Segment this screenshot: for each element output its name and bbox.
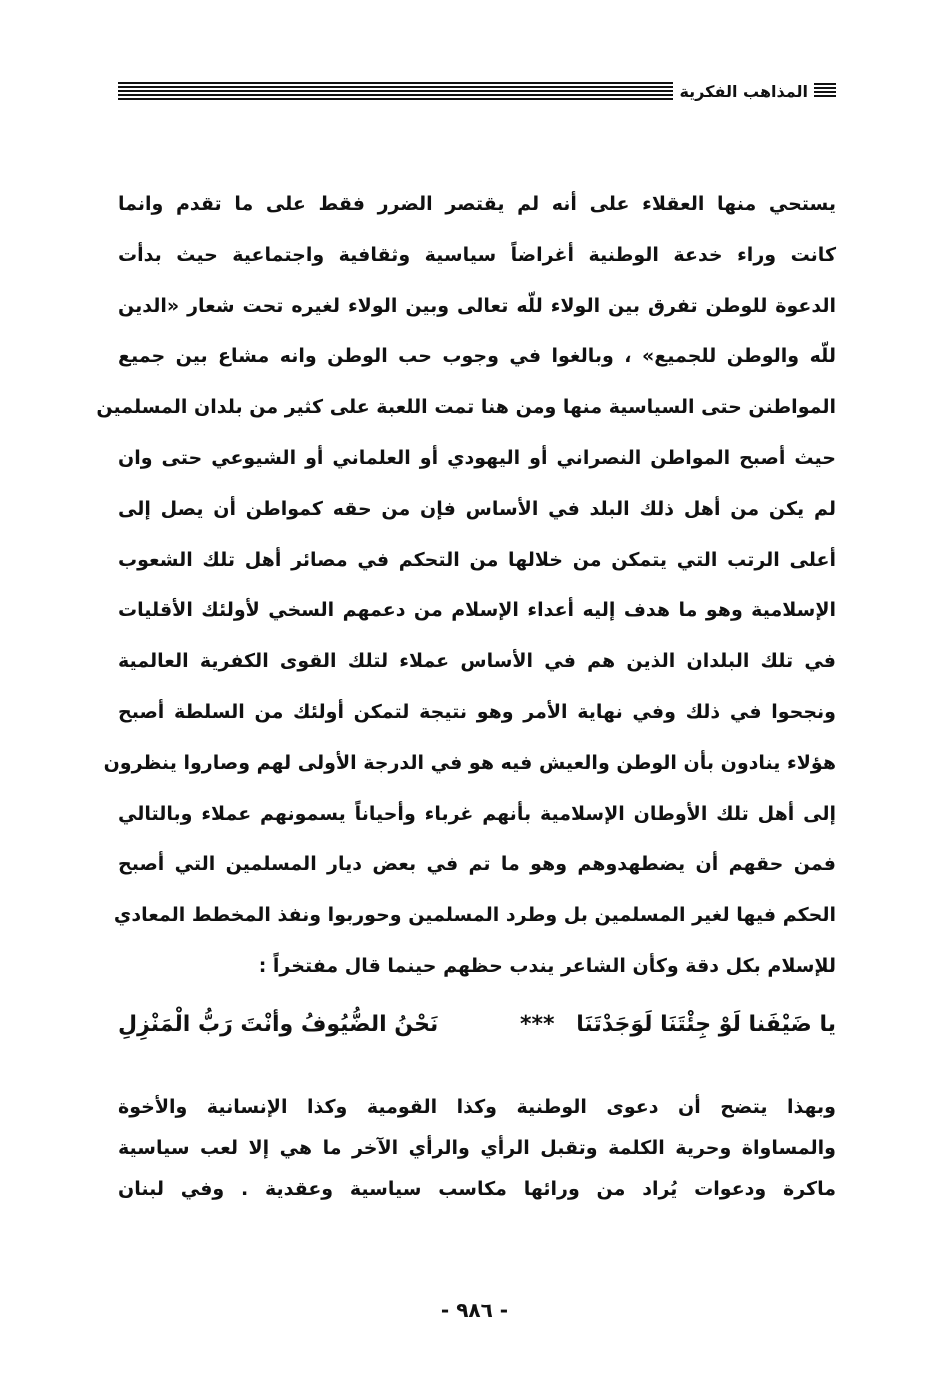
text-line: يستحي منها العقلاء على أنه لم يقتصر الضرر فقط على ما تقدم وانما xyxy=(118,193,836,215)
text-line: والمساواة وحرية الكلمة وتقبل الرأي والرأي الآخر ما هي إلا لعب سياسية xyxy=(118,1137,836,1159)
text-line: المواطنن حتى السياسية منها ومن هنا تمت اللعبة على كثير من بلدان المسلمين xyxy=(96,396,836,419)
text-line: للّه والوطن للجميع» ، وبالغوا في وجوب حب الوطن وانه مشاع بين جميع xyxy=(118,345,836,368)
text-line: حيث أصبح المواطن النصراني أو اليهودي أو العلماني أو الشيوعي حتى وان xyxy=(118,447,836,469)
header-title: المذاهب الفكرية xyxy=(679,81,808,101)
page-number: - ٩٨٦ - xyxy=(440,1298,509,1322)
verse-first-hemistich: يا ضَيْفَنا لَوْ جِئْتَنَا لَوَجَدْتَنَا xyxy=(576,1012,836,1037)
text-line: وبهذا يتضح أن دعوى الوطنية وكذا القومية وكذا الإنسانية والأخوة xyxy=(118,1096,836,1118)
text-line: ماكرة ودعوات يُراد من ورائها مكاسب سياسية وعقدية . وفي لبنان xyxy=(118,1178,836,1200)
header-rule-long xyxy=(118,82,673,100)
text-line: ونجحوا في ذلك وفي نهاية الأمر وهو نتيجة لتمكن أولئك من السلطة أصبح xyxy=(118,701,836,723)
header-rule-short xyxy=(814,83,836,99)
text-line: أعلى الرتب التي يتمكن من خلالها من التحكم في مصائر أهل تلك الشعوب xyxy=(118,548,836,571)
text-line: هؤلاء ينادون بأن الوطن والعيش فيه هو في الدرجة الأولى لهم وصاروا ينظرون xyxy=(103,751,836,774)
text-line: الدعوة للوطن تفرق بين الولاء للّه تعالى وبين الولاء لغيره تحت شعار «الدين xyxy=(118,294,836,317)
text-line: للإسلام بكل دقة وكأن الشاعر يندب حظهم حينما قال مفتخراً : xyxy=(258,955,836,977)
verse-second-hemistich: نَحْنُ الضُّيُوفُ وأنْتَ رَبُّ الْمَنْزِلِ xyxy=(118,1012,439,1037)
text-line: إلى أهل تلك الأوطان الإسلامية بأنهم غرباء وأحياناً يسمونهم عملاء وبالتالي xyxy=(118,802,836,825)
text-line: في تلك البلدان الذين هم في الأساس عملاء لتلك القوى الكفرية العالمية xyxy=(118,650,836,673)
text-line: الحكم فيها لغير المسلمين بل وطرد المسلمين وحوربوا ونفذ المخطط المعادي xyxy=(113,904,836,927)
text-line: فمن حقهم أن يضطهدوهم وهو ما تم في بعض ديار المسلمين التي أصبح xyxy=(118,853,836,876)
poetry-verse xyxy=(118,1012,836,1037)
text-line: لم يكن من أهل ذلك البلد في الأساس فإن من حقه كمواطن أن يصل إلى xyxy=(118,497,836,520)
verse-separator: *** xyxy=(520,1012,555,1037)
running-header xyxy=(118,78,836,104)
text-line: الإسلامية وهو ما هدف إليه أعداء الإسلام من دعمهم السخي لأولئك الأقليات xyxy=(118,599,836,622)
text-line: كانت وراء خدعة الوطنية أغراضاً سياسية وثقافية واجتماعية حيث بدأت xyxy=(118,243,836,266)
